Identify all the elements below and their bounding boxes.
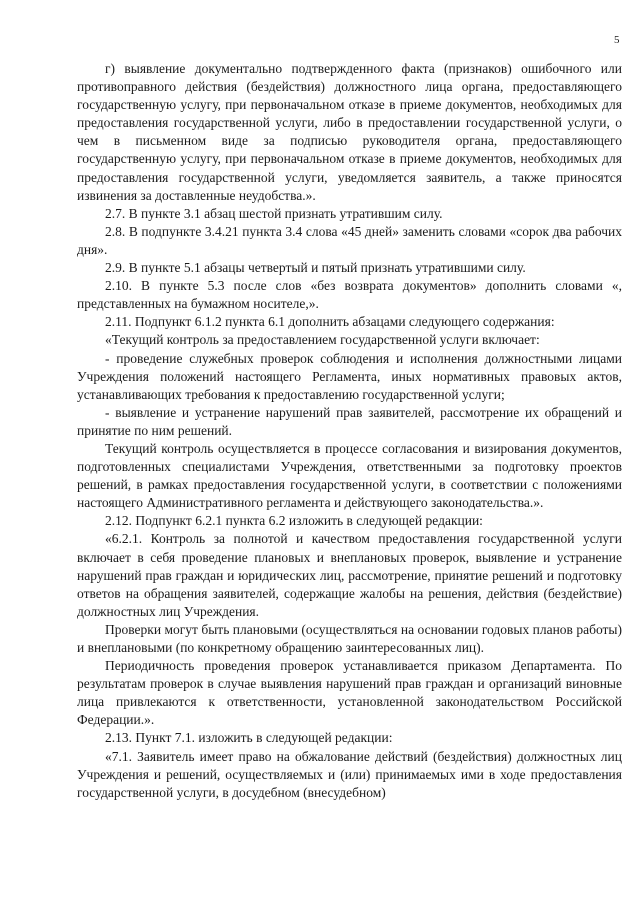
paragraph-7-1: «7.1. Заявитель имеет право на обжалование действий (бездействия) должностных лиц Учреждения и решений, осуществляемых и (или) принимаемых ими в ходе предоставления государственной услуги, в досудебном (внесудебном) — [77, 748, 622, 800]
document-body — [77, 60, 622, 802]
paragraph-2-13: 2.13. Пункт 7.1. изложить в следующей редакции: — [105, 730, 393, 746]
paragraph-2-8: 2.8. В подпункте 3.4.21 пункта 3.4 слова «45 дней» заменить словами «сорок два рабочих дня». — [77, 223, 622, 257]
paragraph-current-control: «Текущий контроль за предоставлением государственной услуги включает: — [105, 332, 540, 348]
paragraph-periodicity: Периодичность проведения проверок устанавливается приказом Департамента. По результатам проверок в случае выявления нарушений прав граждан и организаций виновные лица привлекаются к ответственности, установленной законодательством Российской Федерации.». — [77, 658, 622, 728]
paragraph-2-9: 2.9. В пункте 5.1 абзацы четвертый и пятый признать утратившими силу. — [105, 260, 526, 276]
paragraph-violations: - выявление и устранение нарушений прав заявителей, рассмотрение их обращений и принятие по ним решений. — [77, 404, 622, 438]
paragraph-item-g: г) выявление документально подтвержденного факта (признаков) ошибочного или противоправного действия (бездействия) должностного лица органа, предоставляющего государственную услугу, при первоначальном отказе в приеме документов, необходимых для предоставления государственной услуги, либо в предоставлении государственной услуги, о чем в письменном виде за подписью руководителя органа, предоставляющего государственную услугу, при первоначальном отказе в приеме документов, необходимых для предоставления государственной услуги, уведомляется заявитель, а также приносятся извинения за доставленные неудобства.». — [77, 61, 622, 203]
paragraph-2-10: 2.10. В пункте 5.3 после слов «без возврата документов» дополнить словами «, представленных на бумажном носителе,». — [77, 278, 622, 312]
paragraph-2-12: 2.12. Подпункт 6.2.1 пункта 6.2 изложить в следующей редакции: — [105, 513, 483, 529]
paragraph-control-process: Текущий контроль осуществляется в процессе согласования и визирования документов, подготовленных специалистами Учреждения, ответственными за подготовку проектов решений, в рамках предоставления государственной услуги, в соответствии с положениями настоящего Административного регламента и действующего законодательства.». — [77, 440, 622, 511]
paragraph-inspections: Проверки могут быть плановыми (осуществляться на основании годовых планов работы) и внеплановыми (по конкретному обращению заинтересованных лиц). — [77, 621, 622, 655]
paragraph-2-11: 2.11. Подпункт 6.1.2 пункта 6.1 дополнить абзацами следующего содержания: — [105, 314, 555, 330]
paragraph-2-7: 2.7. В пункте 3.1 абзац шестой признать утратившим силу. — [105, 205, 443, 221]
paragraph-6-2-1: «6.2.1. Контроль за полнотой и качеством предоставления государственной услуги включает в себя проведение плановых и внеплановых проверок, выявление и устранение нарушений прав граждан и юридических лиц, рассмотрение, принятие решений и подготовку ответов на обращения заявителей, содержащие жалобы на решения, действия (бездействие) должностных лиц Учреждения. — [77, 531, 622, 619]
page-number: 5 — [614, 34, 620, 46]
paragraph-service-checks: - проведение служебных проверок соблюдения и исполнения должностными лицами Учреждения положений настоящего Регламента, иных нормативных правовых актов, устанавливающих требования к предоставлению государственной услуги; — [77, 350, 622, 402]
